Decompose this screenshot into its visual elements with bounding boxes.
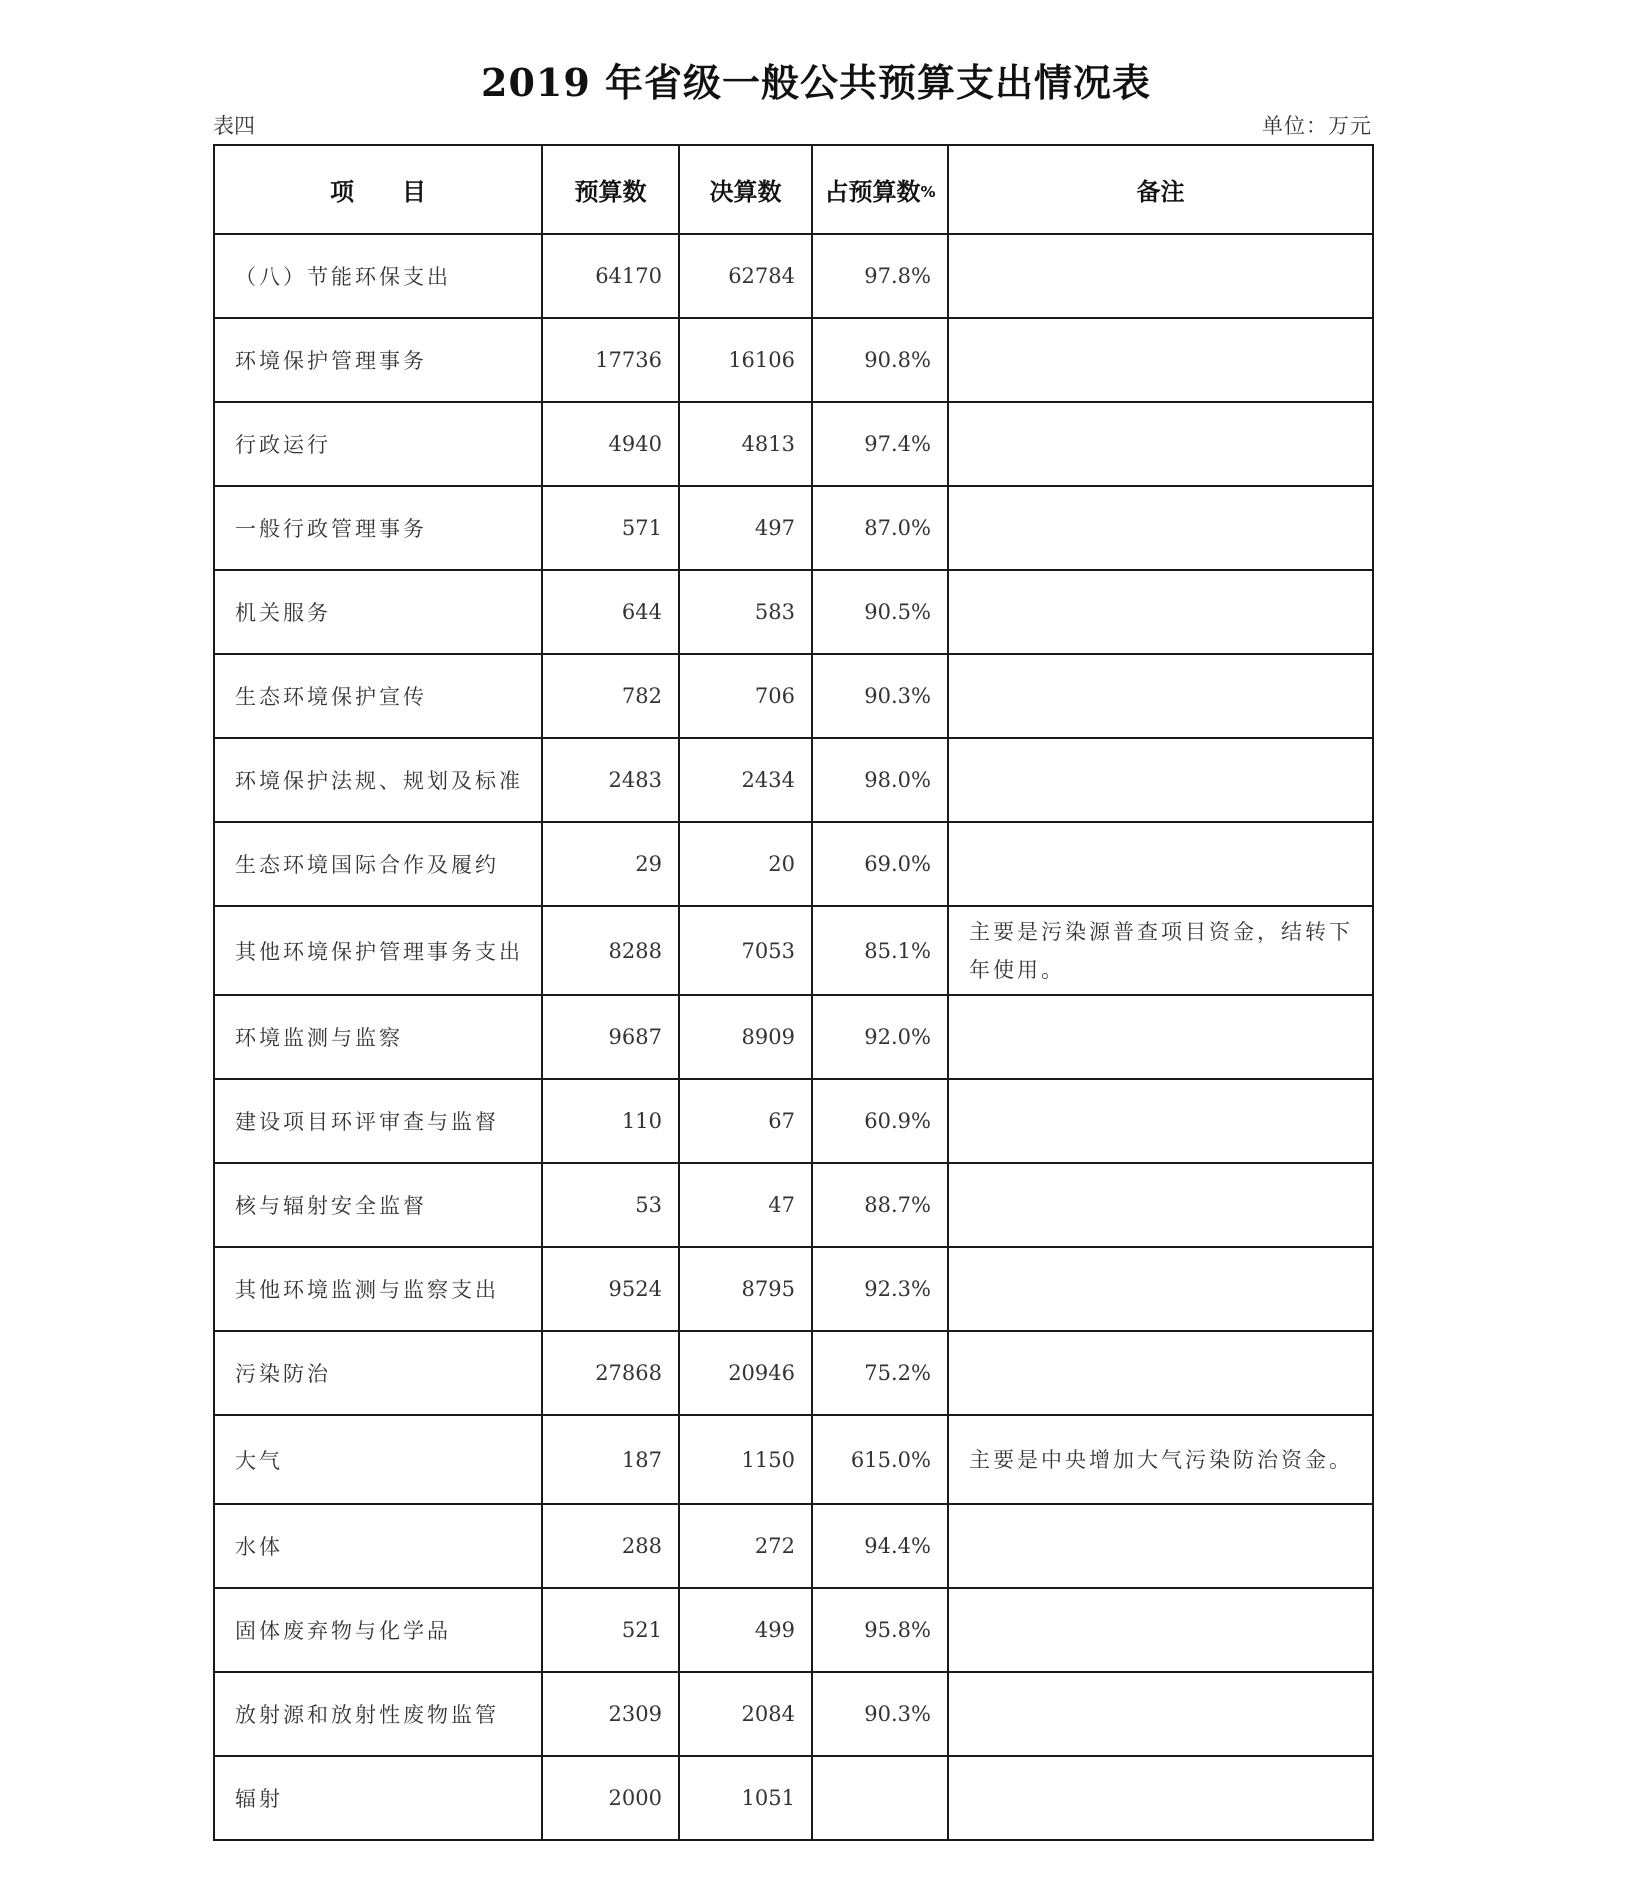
table-row [214, 822, 1373, 906]
row-budget-cell: 27868 [542, 1331, 679, 1415]
row-item-cell: 污染防治 [214, 1331, 542, 1415]
row-item-cell: 生态环境国际合作及履约 [214, 822, 542, 906]
row-ratio-cell: 615.0% [812, 1415, 948, 1504]
table-row [214, 234, 1373, 318]
table-row [214, 1588, 1373, 1672]
row-ratio-cell: 92.0% [812, 995, 948, 1079]
table-row [214, 402, 1373, 486]
row-ratio-cell: 85.1% [812, 906, 948, 995]
row-item-cell: 其他环境保护管理事务支出 [214, 906, 542, 995]
row-ratio-cell: 90.8% [812, 318, 948, 402]
row-ratio-cell: 98.0% [812, 738, 948, 822]
row-final-cell: 2084 [679, 1672, 812, 1756]
table-row [214, 1331, 1373, 1415]
row-item-cell: 环境监测与监察 [214, 995, 542, 1079]
header-ratio-label: 占预算数 [824, 178, 921, 206]
row-note-cell [948, 822, 1373, 906]
row-budget-cell: 110 [542, 1079, 679, 1163]
row-ratio-cell: 94.4% [812, 1504, 948, 1588]
row-final-cell: 1150 [679, 1415, 812, 1504]
row-ratio-cell: 75.2% [812, 1331, 948, 1415]
row-final-cell: 497 [679, 486, 812, 570]
table-row [214, 318, 1373, 402]
row-ratio-cell: 69.0% [812, 822, 948, 906]
row-item-cell: 核与辐射安全监督 [214, 1163, 542, 1247]
row-ratio-cell: 88.7% [812, 1163, 948, 1247]
row-final-cell: 8909 [679, 995, 812, 1079]
row-budget-cell: 9687 [542, 995, 679, 1079]
row-item-cell: 水体 [214, 1504, 542, 1588]
row-final-cell: 16106 [679, 318, 812, 402]
header-final: 决算数 [679, 145, 812, 234]
row-item-cell: 建设项目环评审查与监督 [214, 1079, 542, 1163]
row-budget-cell: 9524 [542, 1247, 679, 1331]
row-item-cell: （八）节能环保支出 [214, 234, 542, 318]
row-final-cell: 47 [679, 1163, 812, 1247]
table-row [214, 1079, 1373, 1163]
header-note: 备注 [948, 145, 1373, 234]
row-note-cell [948, 1588, 1373, 1672]
row-note-cell [948, 234, 1373, 318]
row-note-cell [948, 318, 1373, 402]
row-budget-cell: 53 [542, 1163, 679, 1247]
table-row [214, 654, 1373, 738]
page-title: 2019 年省级一般公共预算支出情况表 [481, 60, 1151, 105]
row-budget-cell: 29 [542, 822, 679, 906]
row-budget-cell: 288 [542, 1504, 679, 1588]
row-ratio-cell [812, 1756, 948, 1840]
table-row [214, 1163, 1373, 1247]
row-ratio-cell: 92.3% [812, 1247, 948, 1331]
table-row [214, 1672, 1373, 1756]
row-note-cell [948, 1331, 1373, 1415]
row-item-cell: 固体废弃物与化学品 [214, 1588, 542, 1672]
row-ratio-cell: 60.9% [812, 1079, 948, 1163]
row-item-cell: 行政运行 [214, 402, 542, 486]
row-final-cell: 706 [679, 654, 812, 738]
row-note-cell [948, 486, 1373, 570]
header-budget: 预算数 [542, 145, 679, 234]
row-item-cell: 生态环境保护宣传 [214, 654, 542, 738]
row-note-cell [948, 654, 1373, 738]
row-final-cell: 67 [679, 1079, 812, 1163]
row-final-cell: 499 [679, 1588, 812, 1672]
row-item-cell: 机关服务 [214, 570, 542, 654]
row-budget-cell: 2000 [542, 1756, 679, 1840]
row-budget-cell: 2483 [542, 738, 679, 822]
row-final-cell: 2434 [679, 738, 812, 822]
row-ratio-cell: 97.4% [812, 402, 948, 486]
row-note-cell [948, 570, 1373, 654]
row-note-cell [948, 1163, 1373, 1247]
row-item-cell: 环境保护法规、规划及标准 [214, 738, 542, 822]
table-row [214, 1504, 1373, 1588]
row-budget-cell: 187 [542, 1415, 679, 1504]
table-row [214, 1756, 1373, 1840]
row-final-cell: 20946 [679, 1331, 812, 1415]
row-final-cell: 583 [679, 570, 812, 654]
row-ratio-cell: 90.3% [812, 654, 948, 738]
row-budget-cell: 17736 [542, 318, 679, 402]
row-note-cell: 主要是中央增加大气污染防治资金。 [948, 1415, 1373, 1504]
row-note-cell [948, 1079, 1373, 1163]
row-note-cell [948, 738, 1373, 822]
unit-label: 单位：万元 [1262, 114, 1372, 138]
row-item-cell: 一般行政管理事务 [214, 486, 542, 570]
budget-table [213, 144, 1374, 1841]
table-row [214, 570, 1373, 654]
table-body [214, 234, 1373, 1840]
row-budget-cell: 521 [542, 1588, 679, 1672]
table-row [214, 906, 1373, 995]
row-ratio-cell: 95.8% [812, 1588, 948, 1672]
row-note-cell [948, 995, 1373, 1079]
header-ratio-mark: % [920, 183, 936, 201]
row-ratio-cell: 90.3% [812, 1672, 948, 1756]
row-item-cell: 放射源和放射性废物监管 [214, 1672, 542, 1756]
row-budget-cell: 4940 [542, 402, 679, 486]
row-ratio-cell: 97.8% [812, 234, 948, 318]
row-budget-cell: 2309 [542, 1672, 679, 1756]
row-budget-cell: 8288 [542, 906, 679, 995]
row-budget-cell: 64170 [542, 234, 679, 318]
row-final-cell: 7053 [679, 906, 812, 995]
row-note-cell [948, 1672, 1373, 1756]
row-ratio-cell: 90.5% [812, 570, 948, 654]
row-item-cell: 其他环境监测与监察支出 [214, 1247, 542, 1331]
row-final-cell: 4813 [679, 402, 812, 486]
row-budget-cell: 782 [542, 654, 679, 738]
row-note-cell [948, 1756, 1373, 1840]
row-note-cell [948, 1504, 1373, 1588]
header-ratio [812, 145, 948, 234]
table-label: 表四 [213, 114, 255, 138]
row-note-cell [948, 402, 1373, 486]
row-budget-cell: 571 [542, 486, 679, 570]
row-final-cell: 1051 [679, 1756, 812, 1840]
row-note-cell: 主要是污染源普查项目资金，结转下年使用。 [948, 906, 1373, 995]
row-final-cell: 62784 [679, 234, 812, 318]
table-row [214, 1415, 1373, 1504]
row-item-cell: 环境保护管理事务 [214, 318, 542, 402]
row-ratio-cell: 87.0% [812, 486, 948, 570]
header-item: 项 目 [214, 145, 542, 234]
table-row [214, 738, 1373, 822]
row-item-cell: 辐射 [214, 1756, 542, 1840]
row-final-cell: 8795 [679, 1247, 812, 1331]
table-header-row [214, 145, 1373, 234]
row-note-cell [948, 1247, 1373, 1331]
table-row [214, 1247, 1373, 1331]
row-final-cell: 20 [679, 822, 812, 906]
row-item-cell: 大气 [214, 1415, 542, 1504]
row-budget-cell: 644 [542, 570, 679, 654]
table-row [214, 486, 1373, 570]
row-final-cell: 272 [679, 1504, 812, 1588]
table-row [214, 995, 1373, 1079]
